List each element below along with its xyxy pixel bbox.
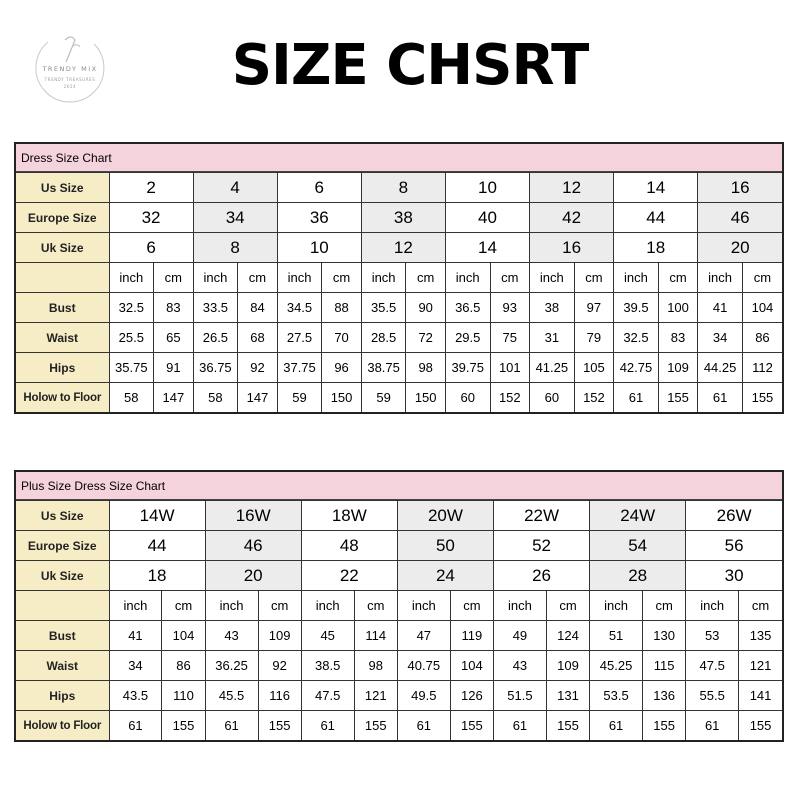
- measurement-row: [16, 383, 782, 413]
- row-label: Uk Size: [16, 233, 109, 263]
- measurement-value: 150: [322, 383, 362, 413]
- size-value: 6: [277, 173, 361, 203]
- size-value: 10: [445, 173, 529, 203]
- size-value: 20W: [397, 501, 493, 531]
- measurement-value: 61: [590, 711, 643, 741]
- measurement-value: 61: [205, 711, 258, 741]
- europe-size-row: [16, 203, 782, 233]
- measurement-value: 93: [490, 293, 530, 323]
- size-value: 28: [590, 561, 686, 591]
- measurement-value: 45: [301, 621, 354, 651]
- row-label: Us Size: [16, 501, 109, 531]
- measurement-value: 43: [205, 621, 258, 651]
- measurement-value: 116: [258, 681, 301, 711]
- measurement-value: 37.75: [277, 353, 322, 383]
- size-value: 4: [193, 173, 277, 203]
- measurement-value: 41.25: [530, 353, 575, 383]
- row-label: Hips: [16, 681, 109, 711]
- measurement-value: 31: [530, 323, 575, 353]
- measurement-value: 25.5: [109, 323, 154, 353]
- page-title: SIZE CHSRT: [231, 33, 589, 98]
- unit-cm: cm: [322, 263, 362, 293]
- unit-inch: inch: [530, 263, 575, 293]
- size-value: 10: [277, 233, 361, 263]
- row-label-blank: [16, 591, 109, 621]
- logo-brand-text: TRENDY MIX: [42, 65, 98, 73]
- measurement-value: 109: [546, 651, 589, 681]
- size-value: 44: [109, 531, 205, 561]
- measurement-value: 104: [450, 651, 493, 681]
- measurement-value: 104: [162, 621, 205, 651]
- measurement-value: 121: [739, 651, 782, 681]
- measurement-value: 152: [490, 383, 530, 413]
- size-value: 30: [686, 561, 782, 591]
- measurement-value: 39.75: [445, 353, 490, 383]
- measurement-value: 109: [658, 353, 698, 383]
- measurement-value: 41: [109, 621, 162, 651]
- size-value: 50: [397, 531, 493, 561]
- measurement-value: 65: [154, 323, 194, 353]
- unit-cm: cm: [574, 263, 614, 293]
- measurement-value: 53: [686, 621, 739, 651]
- unit-inch: inch: [590, 591, 643, 621]
- measurement-value: 41: [698, 293, 743, 323]
- measurement-value: 152: [574, 383, 614, 413]
- measurement-value: 61: [109, 711, 162, 741]
- measurement-value: 83: [658, 323, 698, 353]
- measurement-value: 97: [574, 293, 614, 323]
- measurement-value: 61: [494, 711, 547, 741]
- measurement-value: 72: [406, 323, 446, 353]
- measurement-value: 49: [494, 621, 547, 651]
- measurement-value: 34: [698, 323, 743, 353]
- unit-inch: inch: [397, 591, 450, 621]
- size-table: [16, 500, 782, 740]
- plus-size-dress-chart: [14, 470, 784, 742]
- row-label-blank: [16, 263, 109, 293]
- size-value: 14W: [109, 501, 205, 531]
- size-value: 18: [614, 233, 698, 263]
- row-label: Bust: [16, 293, 109, 323]
- size-value: 52: [494, 531, 590, 561]
- measurement-row: [16, 651, 782, 681]
- size-value: 42: [530, 203, 614, 233]
- measurement-value: 61: [686, 711, 739, 741]
- measurement-value: 47: [397, 621, 450, 651]
- measurement-value: 83: [154, 293, 194, 323]
- measurement-value: 35.5: [361, 293, 406, 323]
- unit-cm: cm: [742, 263, 782, 293]
- size-value: 6: [109, 233, 193, 263]
- row-label: Europe Size: [16, 203, 109, 233]
- measurement-value: 51.5: [494, 681, 547, 711]
- size-value: 34: [193, 203, 277, 233]
- measurement-value: 104: [742, 293, 782, 323]
- row-label: Waist: [16, 323, 109, 353]
- unit-cm: cm: [643, 591, 686, 621]
- size-value: 18W: [301, 501, 397, 531]
- measurement-value: 60: [445, 383, 490, 413]
- measurement-value: 36.5: [445, 293, 490, 323]
- unit-inch: inch: [277, 263, 322, 293]
- measurement-value: 109: [258, 621, 301, 651]
- measurement-value: 38.5: [301, 651, 354, 681]
- unit-cm: cm: [154, 263, 194, 293]
- measurement-value: 58: [193, 383, 238, 413]
- unit-inch: inch: [698, 263, 743, 293]
- measurement-value: 92: [258, 651, 301, 681]
- measurement-value: 58: [109, 383, 154, 413]
- measurement-value: 126: [450, 681, 493, 711]
- size-value: 14: [445, 233, 529, 263]
- unit-cm: cm: [739, 591, 782, 621]
- size-value: 56: [686, 531, 782, 561]
- measurement-value: 130: [643, 621, 686, 651]
- size-value: 16: [530, 233, 614, 263]
- measurement-value: 26.5: [193, 323, 238, 353]
- unit-row: [16, 263, 782, 293]
- measurement-value: 155: [450, 711, 493, 741]
- size-value: 20: [205, 561, 301, 591]
- measurement-value: 155: [643, 711, 686, 741]
- size-value: 12: [361, 233, 445, 263]
- logo-tagline-text: TRENDY TREASURES: [44, 77, 96, 82]
- unit-cm: cm: [354, 591, 397, 621]
- unit-inch: inch: [361, 263, 406, 293]
- unit-inch: inch: [109, 591, 162, 621]
- measurement-value: 136: [643, 681, 686, 711]
- measurement-value: 90: [406, 293, 446, 323]
- size-value: 22W: [494, 501, 590, 531]
- measurement-value: 96: [322, 353, 362, 383]
- size-value: 46: [205, 531, 301, 561]
- measurement-value: 44.25: [698, 353, 743, 383]
- europe-size-row: [16, 531, 782, 561]
- measurement-value: 36.25: [205, 651, 258, 681]
- measurement-value: 150: [406, 383, 446, 413]
- unit-cm: cm: [258, 591, 301, 621]
- measurement-value: 119: [450, 621, 493, 651]
- measurement-value: 45.25: [590, 651, 643, 681]
- uk-size-row: [16, 561, 782, 591]
- size-value: 8: [193, 233, 277, 263]
- unit-cm: cm: [546, 591, 589, 621]
- size-value: 36: [277, 203, 361, 233]
- row-label: Holow to Floor: [16, 383, 109, 413]
- measurement-value: 33.5: [193, 293, 238, 323]
- size-value: 16W: [205, 501, 301, 531]
- unit-cm: cm: [490, 263, 530, 293]
- measurement-row: [16, 681, 782, 711]
- measurement-value: 39.5: [614, 293, 659, 323]
- size-value: 48: [301, 531, 397, 561]
- size-value: 24: [397, 561, 493, 591]
- measurement-value: 38.75: [361, 353, 406, 383]
- row-label: Europe Size: [16, 531, 109, 561]
- measurement-value: 75: [490, 323, 530, 353]
- unit-inch: inch: [614, 263, 659, 293]
- chart-caption: Plus Size Dress Size Chart: [16, 472, 782, 500]
- measurement-value: 92: [238, 353, 278, 383]
- size-value: 40: [445, 203, 529, 233]
- measurement-value: 34.5: [277, 293, 322, 323]
- measurement-value: 91: [154, 353, 194, 383]
- chart-caption: Dress Size Chart: [16, 144, 782, 172]
- measurement-value: 68: [238, 323, 278, 353]
- size-table: [16, 172, 782, 412]
- measurement-value: 115: [643, 651, 686, 681]
- measurement-value: 101: [490, 353, 530, 383]
- measurement-value: 86: [162, 651, 205, 681]
- measurement-value: 59: [361, 383, 406, 413]
- size-value: 18: [109, 561, 205, 591]
- us-size-row: [16, 173, 782, 203]
- row-label: Holow to Floor: [16, 711, 109, 741]
- row-label: Waist: [16, 651, 109, 681]
- size-value: 26W: [686, 501, 782, 531]
- measurement-value: 29.5: [445, 323, 490, 353]
- unit-cm: cm: [238, 263, 278, 293]
- unit-cm: cm: [658, 263, 698, 293]
- measurement-value: 100: [658, 293, 698, 323]
- measurement-value: 38: [530, 293, 575, 323]
- measurement-value: 155: [354, 711, 397, 741]
- unit-cm: cm: [406, 263, 446, 293]
- size-value: 44: [614, 203, 698, 233]
- measurement-value: 61: [614, 383, 659, 413]
- measurement-value: 88: [322, 293, 362, 323]
- measurement-value: 60: [530, 383, 575, 413]
- size-value: 26: [494, 561, 590, 591]
- size-value: 8: [361, 173, 445, 203]
- dress-size-chart: [14, 142, 784, 414]
- measurement-value: 147: [154, 383, 194, 413]
- measurement-value: 47.5: [301, 681, 354, 711]
- measurement-value: 105: [574, 353, 614, 383]
- measurement-value: 61: [301, 711, 354, 741]
- unit-inch: inch: [445, 263, 490, 293]
- measurement-value: 114: [354, 621, 397, 651]
- measurement-row: [16, 353, 782, 383]
- size-value: 2: [109, 173, 193, 203]
- measurement-value: 79: [574, 323, 614, 353]
- measurement-value: 131: [546, 681, 589, 711]
- unit-cm: cm: [450, 591, 493, 621]
- measurement-value: 47.5: [686, 651, 739, 681]
- unit-row: [16, 591, 782, 621]
- measurement-value: 98: [354, 651, 397, 681]
- measurement-value: 155: [658, 383, 698, 413]
- us-size-row: [16, 501, 782, 531]
- measurement-value: 40.75: [397, 651, 450, 681]
- measurement-value: 42.75: [614, 353, 659, 383]
- measurement-value: 110: [162, 681, 205, 711]
- unit-inch: inch: [494, 591, 547, 621]
- measurement-value: 155: [739, 711, 782, 741]
- measurement-value: 43.5: [109, 681, 162, 711]
- size-value: 38: [361, 203, 445, 233]
- measurement-value: 55.5: [686, 681, 739, 711]
- row-label: Uk Size: [16, 561, 109, 591]
- measurement-value: 34: [109, 651, 162, 681]
- measurement-value: 141: [739, 681, 782, 711]
- measurement-value: 45.5: [205, 681, 258, 711]
- size-value: 12: [530, 173, 614, 203]
- measurement-value: 61: [698, 383, 743, 413]
- measurement-value: 147: [238, 383, 278, 413]
- measurement-value: 135: [739, 621, 782, 651]
- measurement-row: [16, 323, 782, 353]
- measurement-value: 59: [277, 383, 322, 413]
- unit-inch: inch: [193, 263, 238, 293]
- unit-inch: inch: [109, 263, 154, 293]
- measurement-value: 51: [590, 621, 643, 651]
- measurement-value: 28.5: [361, 323, 406, 353]
- measurement-value: 155: [546, 711, 589, 741]
- size-value: 32: [109, 203, 193, 233]
- size-value: 14: [614, 173, 698, 203]
- size-value: 24W: [590, 501, 686, 531]
- measurement-value: 121: [354, 681, 397, 711]
- measurement-value: 86: [742, 323, 782, 353]
- measurement-value: 124: [546, 621, 589, 651]
- measurement-row: [16, 621, 782, 651]
- row-label: Hips: [16, 353, 109, 383]
- measurement-value: 155: [742, 383, 782, 413]
- size-value: 54: [590, 531, 686, 561]
- row-label: Us Size: [16, 173, 109, 203]
- size-value: 22: [301, 561, 397, 591]
- row-label: Bust: [16, 621, 109, 651]
- measurement-value: 112: [742, 353, 782, 383]
- measurement-value: 32.5: [109, 293, 154, 323]
- measurement-value: 32.5: [614, 323, 659, 353]
- measurement-value: 49.5: [397, 681, 450, 711]
- size-value: 16: [698, 173, 782, 203]
- unit-inch: inch: [205, 591, 258, 621]
- measurement-value: 36.75: [193, 353, 238, 383]
- logo-since-text: 2024: [63, 84, 77, 89]
- measurement-value: 155: [162, 711, 205, 741]
- uk-size-row: [16, 233, 782, 263]
- size-value: 20: [698, 233, 782, 263]
- measurement-row: [16, 293, 782, 323]
- measurement-value: 43: [494, 651, 547, 681]
- measurement-value: 61: [397, 711, 450, 741]
- measurement-value: 98: [406, 353, 446, 383]
- size-value: 46: [698, 203, 782, 233]
- measurement-value: 27.5: [277, 323, 322, 353]
- measurement-value: 53.5: [590, 681, 643, 711]
- unit-cm: cm: [162, 591, 205, 621]
- unit-inch: inch: [301, 591, 354, 621]
- measurement-value: 84: [238, 293, 278, 323]
- measurement-row: [16, 711, 782, 741]
- unit-inch: inch: [686, 591, 739, 621]
- measurement-value: 70: [322, 323, 362, 353]
- measurement-value: 155: [258, 711, 301, 741]
- measurement-value: 35.75: [109, 353, 154, 383]
